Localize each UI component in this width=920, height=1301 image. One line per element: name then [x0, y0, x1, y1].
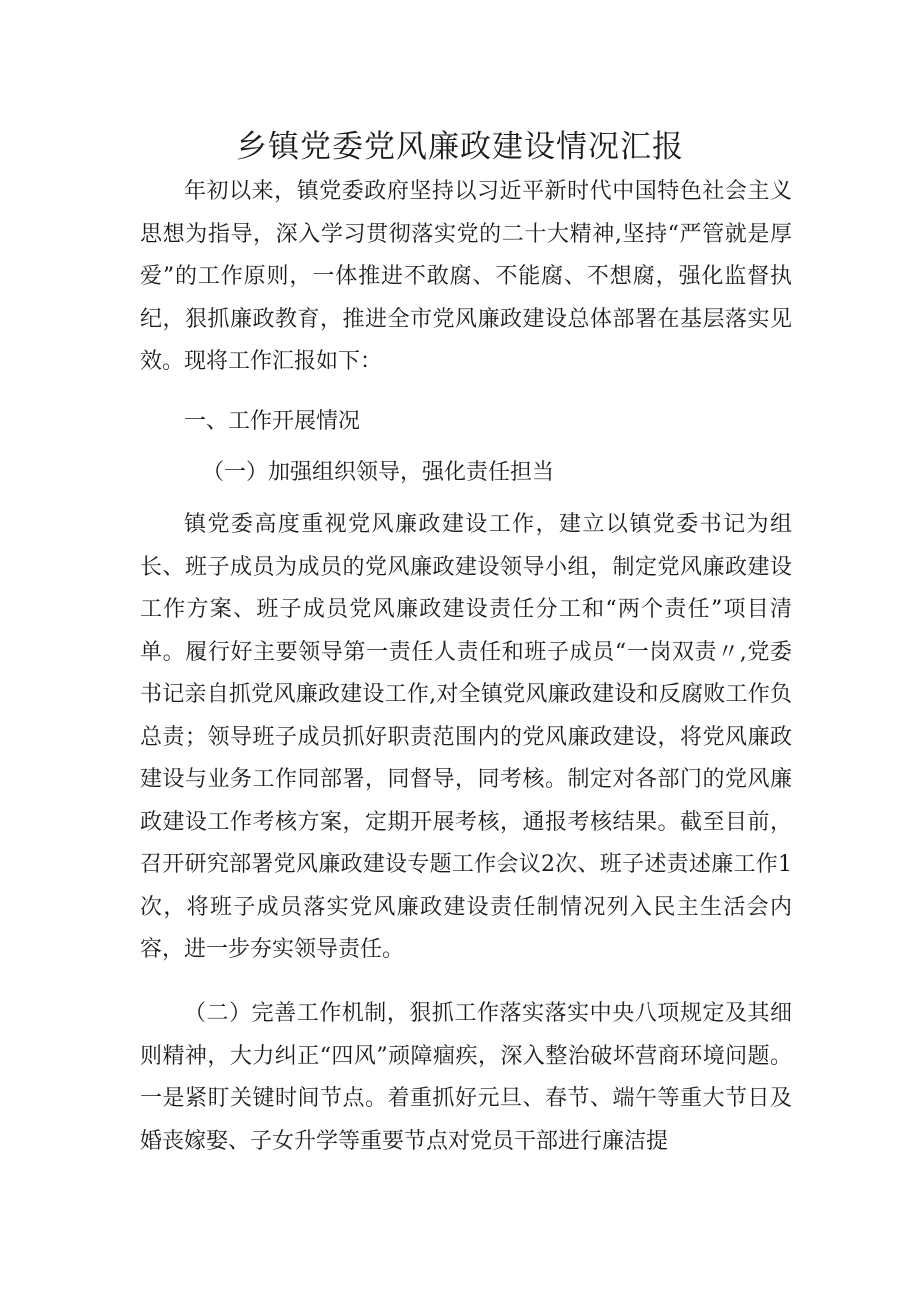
- section-heading-1: 一、工作开展情况: [184, 409, 361, 434]
- subsection-2-body: （二）完善工作机制，狠抓工作落实落实中央八项规定及其细则精神，大力纠正“四风”顽障痼疾，深入整治破坏营商环境问题。一是紧盯关键时间节点。着重抓好元旦、春节、端午等重大节日及婚丧嫁娶、子女升学等重要节点对党员干部进行廉洁提: [140, 1001, 792, 1154]
- subsection-heading-1: （一）加强组织领导，强化责任担当: [202, 460, 555, 485]
- intro-paragraph: 年初以来，镇党委政府坚持以习近平新时代中国特色社会主义思想为指导，深入学习贯彻落实党的二十大精神,坚持“严管就是厚爱”的工作原则，一体推进不敢腐、不能腐、不想腐，强化监督执纪，狠抓廉政教育，推进全市党风廉政建设总体部署在基层落实见效。现将工作汇报如下：: [140, 179, 792, 374]
- subsection-1-body: 镇党委高度重视党风廉政建设工作，建立以镇党委书记为组长、班子成员为成员的党风廉政建设领导小组，制定党风廉政建设工作方案、班子成员党风廉政建设责任分工和“两个责任”项目清单。履行好主要领导第一责任人责任和班子成员“一岗双责〃,党委书记亲自抓党风廉政建设工作,对全镇党风廉政建设和反腐败工作负总责；领导班子成员抓好职责范围内的党风廉政建设，将党风廉政建设与业务工作同部署，同督导，同考核。制定对各部门的党风廉政建设工作考核方案，定期开展考核，通报考核结果。截至目前，召开研究部署党风廉政建设专题工作会议2次、班子述责述廉工作1次，将班子成员落实党风廉政建设责任制情况列入民主生活会内容，进一步夯实领导责任。: [140, 512, 792, 962]
- document-title: 乡镇党委党风廉政建设情况汇报: [236, 129, 684, 165]
